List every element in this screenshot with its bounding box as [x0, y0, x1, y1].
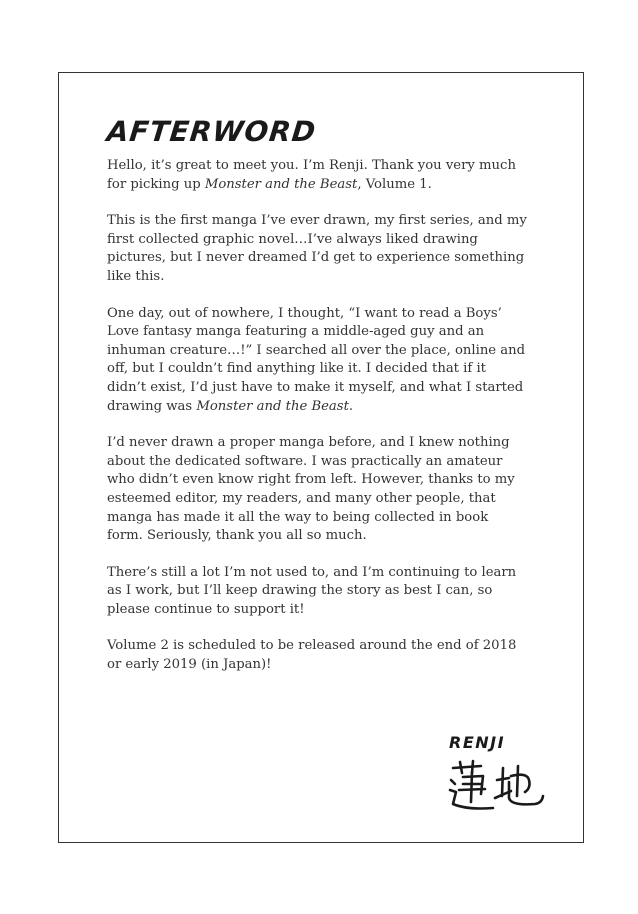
paragraph-3-text-a: One day, out of nowhere, I thought, “I want to read a Boys’ Love fantasy manga featuring a middle-aged guy and an inhuman creature…!” I searched all over the place, online and off, but I couldn’t find anything like it. I decided that if it didn’t exist, I’d just have to make it myself, and what I started drawing was	[107, 305, 526, 414]
paragraph-1	[107, 157, 527, 194]
signature-kanji-drawing	[447, 758, 547, 816]
paragraph-5: There’s still a lot I’m not used to, and I’m continuing to learn as I work, but I’ll keep drawing the story as best I can, so please continue to support it!	[107, 564, 517, 617]
book-title: Monster and the Beast	[204, 176, 358, 192]
signature	[447, 733, 557, 823]
paragraph-3-text-c: .	[348, 398, 354, 414]
page-frame	[58, 72, 584, 843]
paragraph-6: Volume 2 is scheduled to be released around the end of 2018 or early 2019 (in Japan)!	[107, 638, 517, 673]
paragraph-2: This is the first manga I’ve ever drawn, my first series, and my first collected graphic novel…I’ve always liked drawing pictures, but I never dreamed I’d get to experience something like this.	[107, 213, 527, 284]
signature-name: RENJI	[449, 733, 506, 752]
paragraph-4: I’d never drawn a proper manga before, and I knew nothing about the dedicated software. I was practically an amateur who didn’t even know right from left. However, thanks to my esteemed editor, my readers, and many other people, that manga has made it all the way to being collected in book form. Seriously, thank you all so much.	[107, 435, 515, 544]
paragraph-1-text-c: , Volume 1.	[357, 176, 432, 192]
afterword-body	[107, 157, 527, 693]
book-title: Monster and the Beast	[196, 398, 349, 414]
paragraph-3	[107, 305, 527, 417]
page-title: AFTERWORD	[105, 115, 318, 148]
paragraph-1-text-a: Hello, it’s great to meet you. I’m Renji. Thank you very much for picking up	[107, 158, 516, 192]
